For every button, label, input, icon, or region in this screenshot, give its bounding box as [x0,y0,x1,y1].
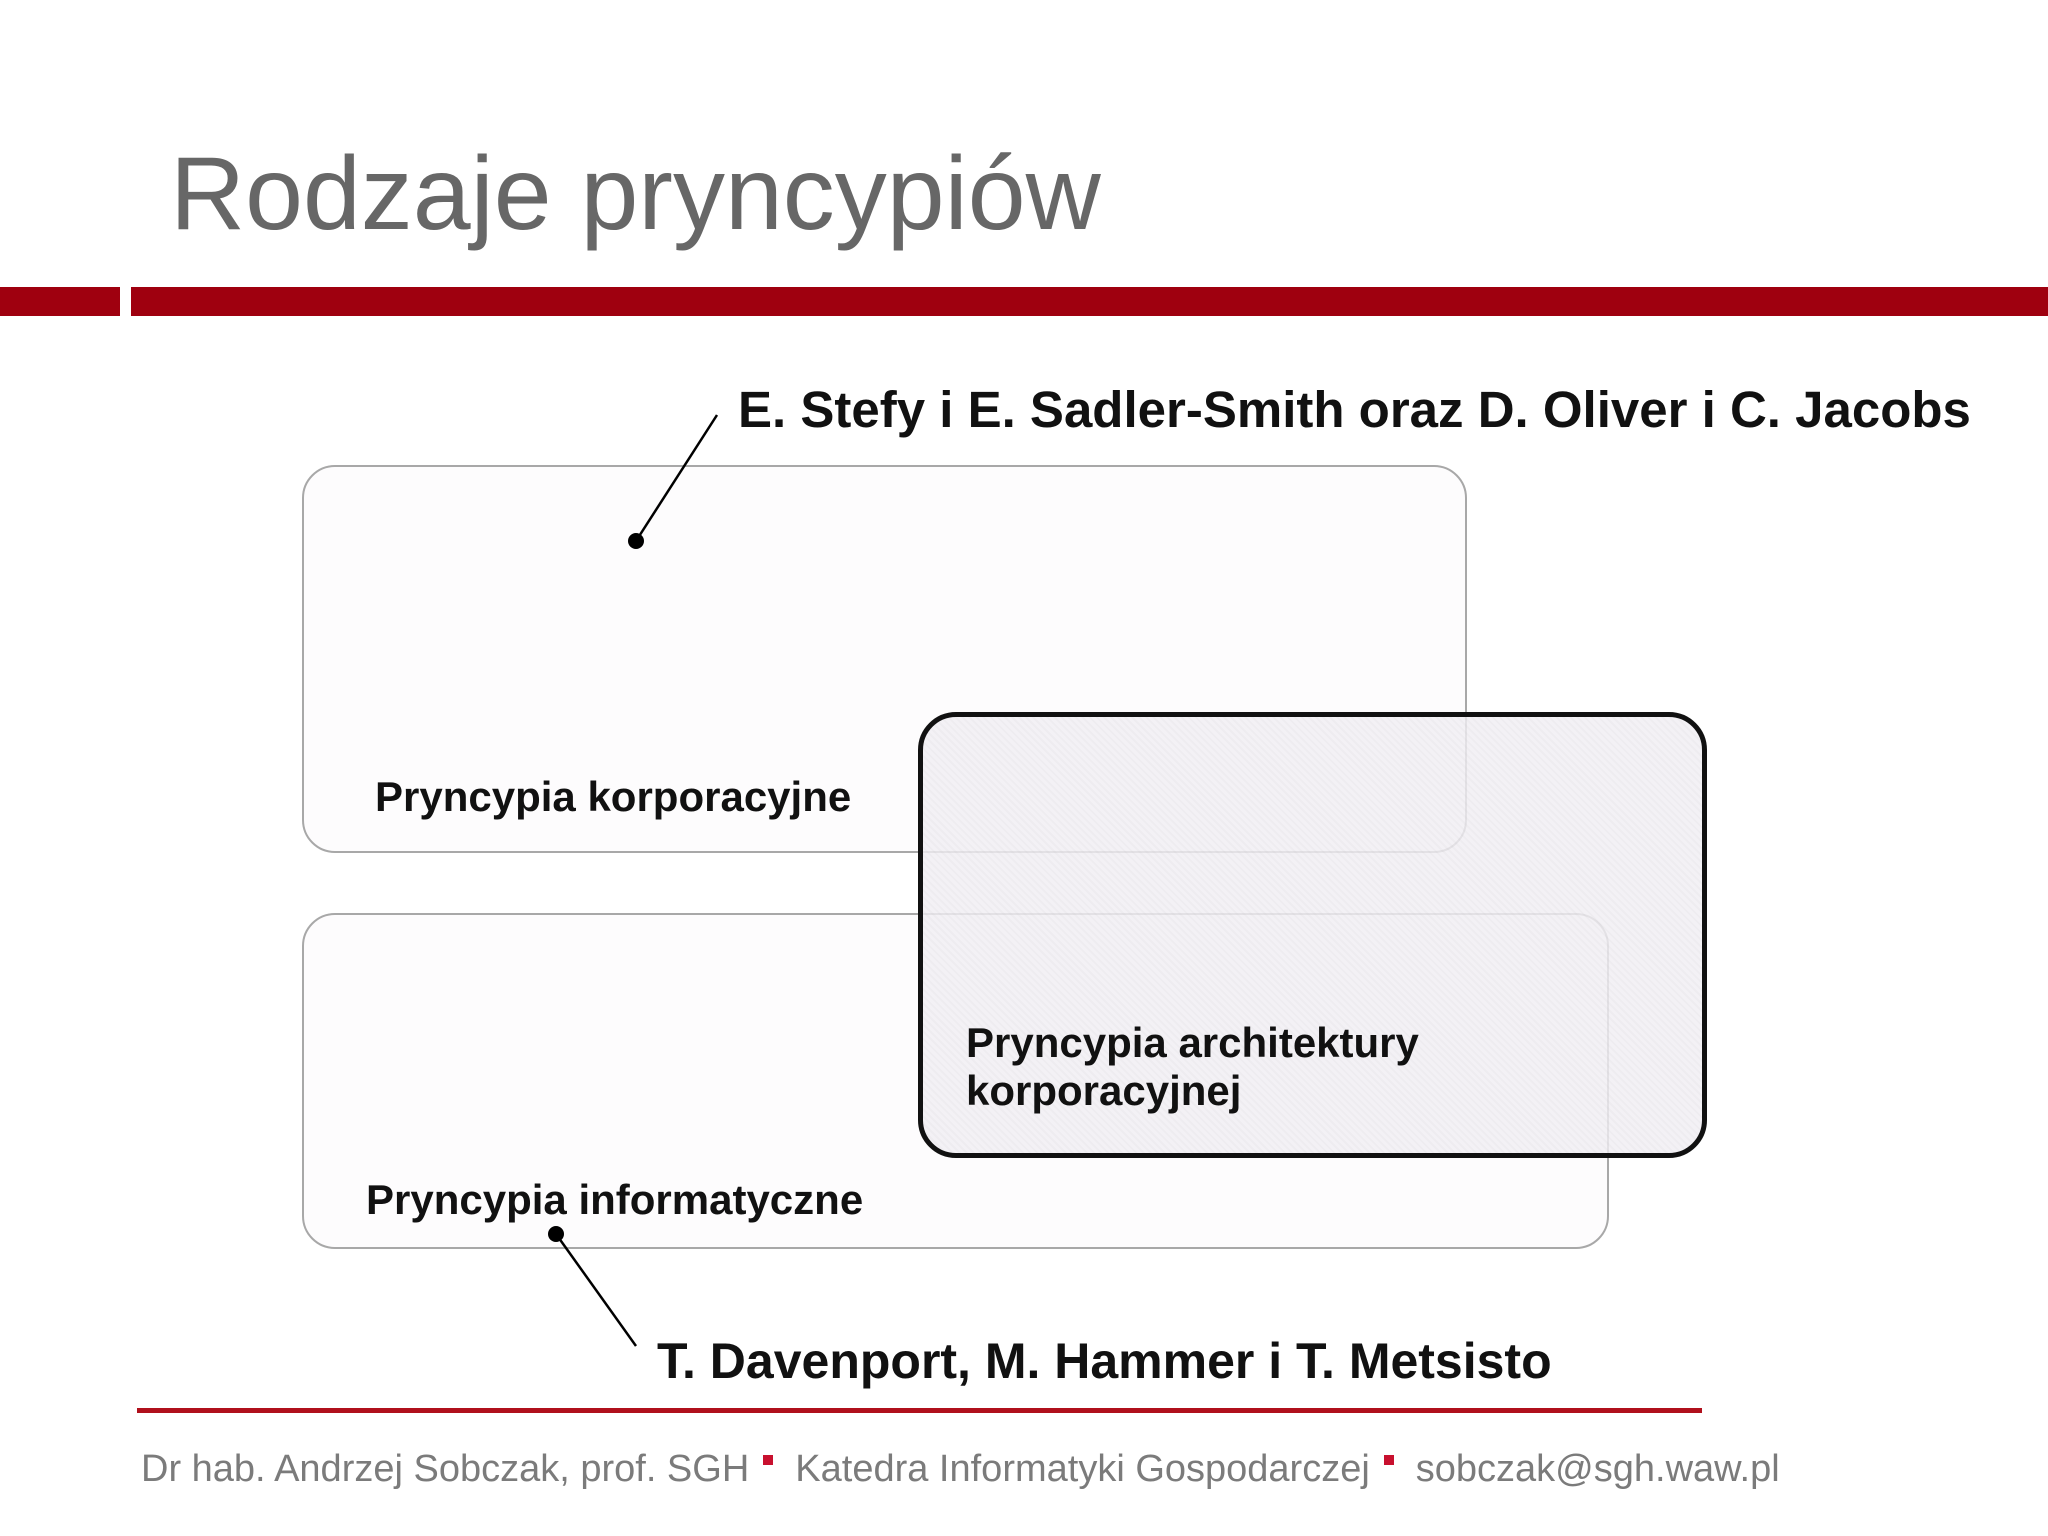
bottom-annotation: T. Davenport, M. Hammer i T. Metsisto [657,1333,1552,1389]
bottom-connector-line [556,1234,636,1346]
corporate-principles-label: Pryncypia korporacyjne [375,773,852,820]
enterprise-architecture-principles-label: Pryncypia architektury korporacyjnej [966,1019,1419,1114]
footer-department: Katedra Informatyki Gospodarczej [795,1448,1370,1490]
footer-separator-bullet [763,1455,773,1465]
title-bar-right-segment [131,287,2048,316]
top-annotation: E. Stefy i E. Sadler-Smith oraz D. Oliver i C. Jacobs [738,381,1971,438]
title-bar-left-segment [0,287,120,316]
enterprise-architecture-principles-box [918,712,1707,1158]
slide-title: Rodzaje pryncypiów [170,136,1101,252]
footer-email: sobczak@sgh.waw.pl [1415,1448,1780,1490]
footer-rule [137,1408,1702,1413]
it-principles-label: Pryncypia informatyczne [366,1176,864,1223]
footer [141,1450,1780,1488]
footer-separator-bullet [1384,1455,1394,1465]
footer-author: Dr hab. Andrzej Sobczak, prof. SGH [141,1448,750,1490]
